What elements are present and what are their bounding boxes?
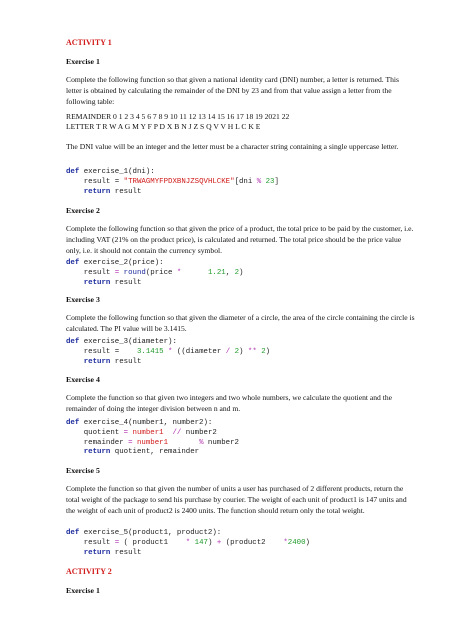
code-number: 2400 — [287, 538, 306, 547]
code-operator: // — [172, 428, 182, 437]
code-text: remainder — [66, 438, 129, 447]
code-text: result — [66, 268, 115, 277]
exercise-3-heading: Exercise 3 — [66, 295, 100, 304]
exercise-3-instructions: Complete the following function so that given the diameter of a circle, the area of the circle containing the circle is calculated. The PI value will be 3.1415. — [66, 313, 415, 334]
code-operator: * — [283, 538, 288, 547]
code-text: , — [225, 268, 235, 277]
code-keyword: return — [66, 357, 111, 366]
remainder-row: REMAINDER 0 1 2 3 4 5 6 7 8 9 10 11 12 13 14 15 16 17 18 19 2021 22 — [66, 112, 290, 121]
activity-1-heading: ACTIVITY 1 — [66, 38, 112, 47]
code-text: result — [110, 548, 142, 557]
exercise-5-instructions: Complete the function so that given the number of units a user has purchased of 2 different products, return the total weight of the package to send his purchase by courier. The weight of each unit of product1 is 147 units and the weight of each unit of product2 is 2400 units. The function should return only the total weight. — [66, 484, 407, 516]
code-number: 2 — [261, 347, 266, 356]
code-keyword: def — [66, 338, 80, 346]
code-operator: + — [216, 538, 222, 547]
exercise-1-code — [66, 168, 279, 197]
code-text: number2 — [203, 438, 239, 447]
code-number: 147 — [194, 538, 208, 547]
code-text: exercise_1(dni): — [79, 168, 155, 176]
letter-row: LETTER T R W A G M Y F P D X B N J Z S Q V V H L C K E — [66, 122, 261, 131]
activity-2-heading: ACTIVITY 2 — [66, 567, 112, 576]
exercise-4-code — [66, 419, 239, 458]
exercise-4-instructions: Complete the function so that given two integers and two whole numbers, we calculate the quotient and the remainder of doing the integer division between n and m. — [66, 393, 393, 414]
code-text: result — [66, 538, 115, 547]
code-text: number2 — [181, 428, 217, 437]
code-operator: * — [185, 538, 191, 547]
code-text: ) — [207, 538, 217, 547]
code-keyword: def — [66, 259, 80, 267]
exercise-2-code — [66, 259, 243, 288]
code-text: result — [110, 187, 142, 196]
code-operator: % — [199, 438, 204, 447]
code-number: 1.21 — [207, 268, 226, 277]
code-number: 2 — [234, 347, 240, 356]
code-operator: / — [225, 347, 231, 356]
exercise-1-instructions: Complete the following function so that given a national identity card (DNI) number, a letter is returned. This letter is obtained by calculating the remainder of the DNI by 23 and from that value assign a letter from the following table: — [66, 75, 399, 107]
code-text: result = — [66, 347, 124, 356]
code-text: (product2 — [221, 538, 284, 547]
code-operator: * — [176, 268, 182, 277]
code-text: result — [110, 278, 142, 287]
code-keyword: def — [66, 419, 80, 427]
code-keyword: return — [66, 448, 111, 457]
exercise-1-note: The DNI value will be an integer and the letter must be a character string containing a single uppercase letter. — [66, 142, 399, 151]
code-number: 23 — [265, 177, 275, 186]
exercise-5-code — [66, 529, 310, 558]
code-text: ] — [274, 177, 279, 186]
code-text: quotient, remainder — [110, 448, 200, 457]
exercise-3-code — [66, 338, 270, 367]
code-text: (price — [145, 268, 177, 277]
code-variable: number1 — [132, 428, 164, 437]
code-operator: = — [128, 438, 133, 447]
code-builtin: round — [123, 268, 146, 277]
code-string: "TRWAGMYFPDXBNJZSQVHLCKE" — [123, 177, 235, 186]
code-operator: * — [168, 347, 173, 356]
exercise-4-heading: Exercise 4 — [66, 375, 100, 384]
code-text: ) — [239, 347, 248, 356]
code-text — [168, 439, 199, 447]
code-text: exercise_2(price): — [79, 259, 164, 267]
code-operator: ** — [247, 347, 257, 356]
exercise-2-heading: Exercise 2 — [66, 206, 100, 215]
code-text: result — [110, 357, 142, 366]
code-text: exercise_4(number1, number2): — [79, 419, 213, 427]
exercise-5-heading: Exercise 5 — [66, 466, 100, 475]
code-text: ) — [265, 347, 271, 356]
code-number: 2 — [234, 268, 240, 277]
code-keyword: return — [66, 548, 111, 557]
code-text: ( product1 — [119, 538, 186, 547]
exercise-1-heading: Exercise 1 — [66, 57, 100, 66]
activity-2-exercise-1-heading: Exercise 1 — [66, 586, 100, 595]
code-text: quotient — [66, 428, 124, 437]
code-text: ) — [305, 538, 310, 547]
code-text: exercise_3(diameter): — [79, 338, 177, 346]
code-keyword: def — [66, 168, 80, 176]
code-variable: number1 — [136, 438, 169, 447]
exercise-2-instructions: Complete the following function so that given the price of a product, the total price to be paid by the customer, i.e. including VAT (21% on the product price), is calculated and returned. The total price should be the price value only, i.e. it should not contain the currency symbol. — [66, 224, 414, 256]
code-keyword: return — [66, 278, 111, 287]
code-text: ((diameter — [172, 347, 226, 356]
code-number: 3.1415 — [123, 347, 164, 356]
code-text — [181, 269, 208, 277]
code-operator: = — [114, 538, 120, 547]
code-operator: = — [114, 268, 120, 277]
code-text: ) — [239, 268, 244, 277]
code-operator: % — [256, 177, 262, 186]
code-keyword: return — [66, 187, 111, 196]
code-keyword: def — [66, 529, 80, 537]
code-text: exercise_5(product1, product2): — [79, 529, 222, 537]
code-text: result = — [66, 177, 124, 186]
code-text: [dni — [234, 177, 257, 186]
code-operator: = — [123, 428, 129, 437]
